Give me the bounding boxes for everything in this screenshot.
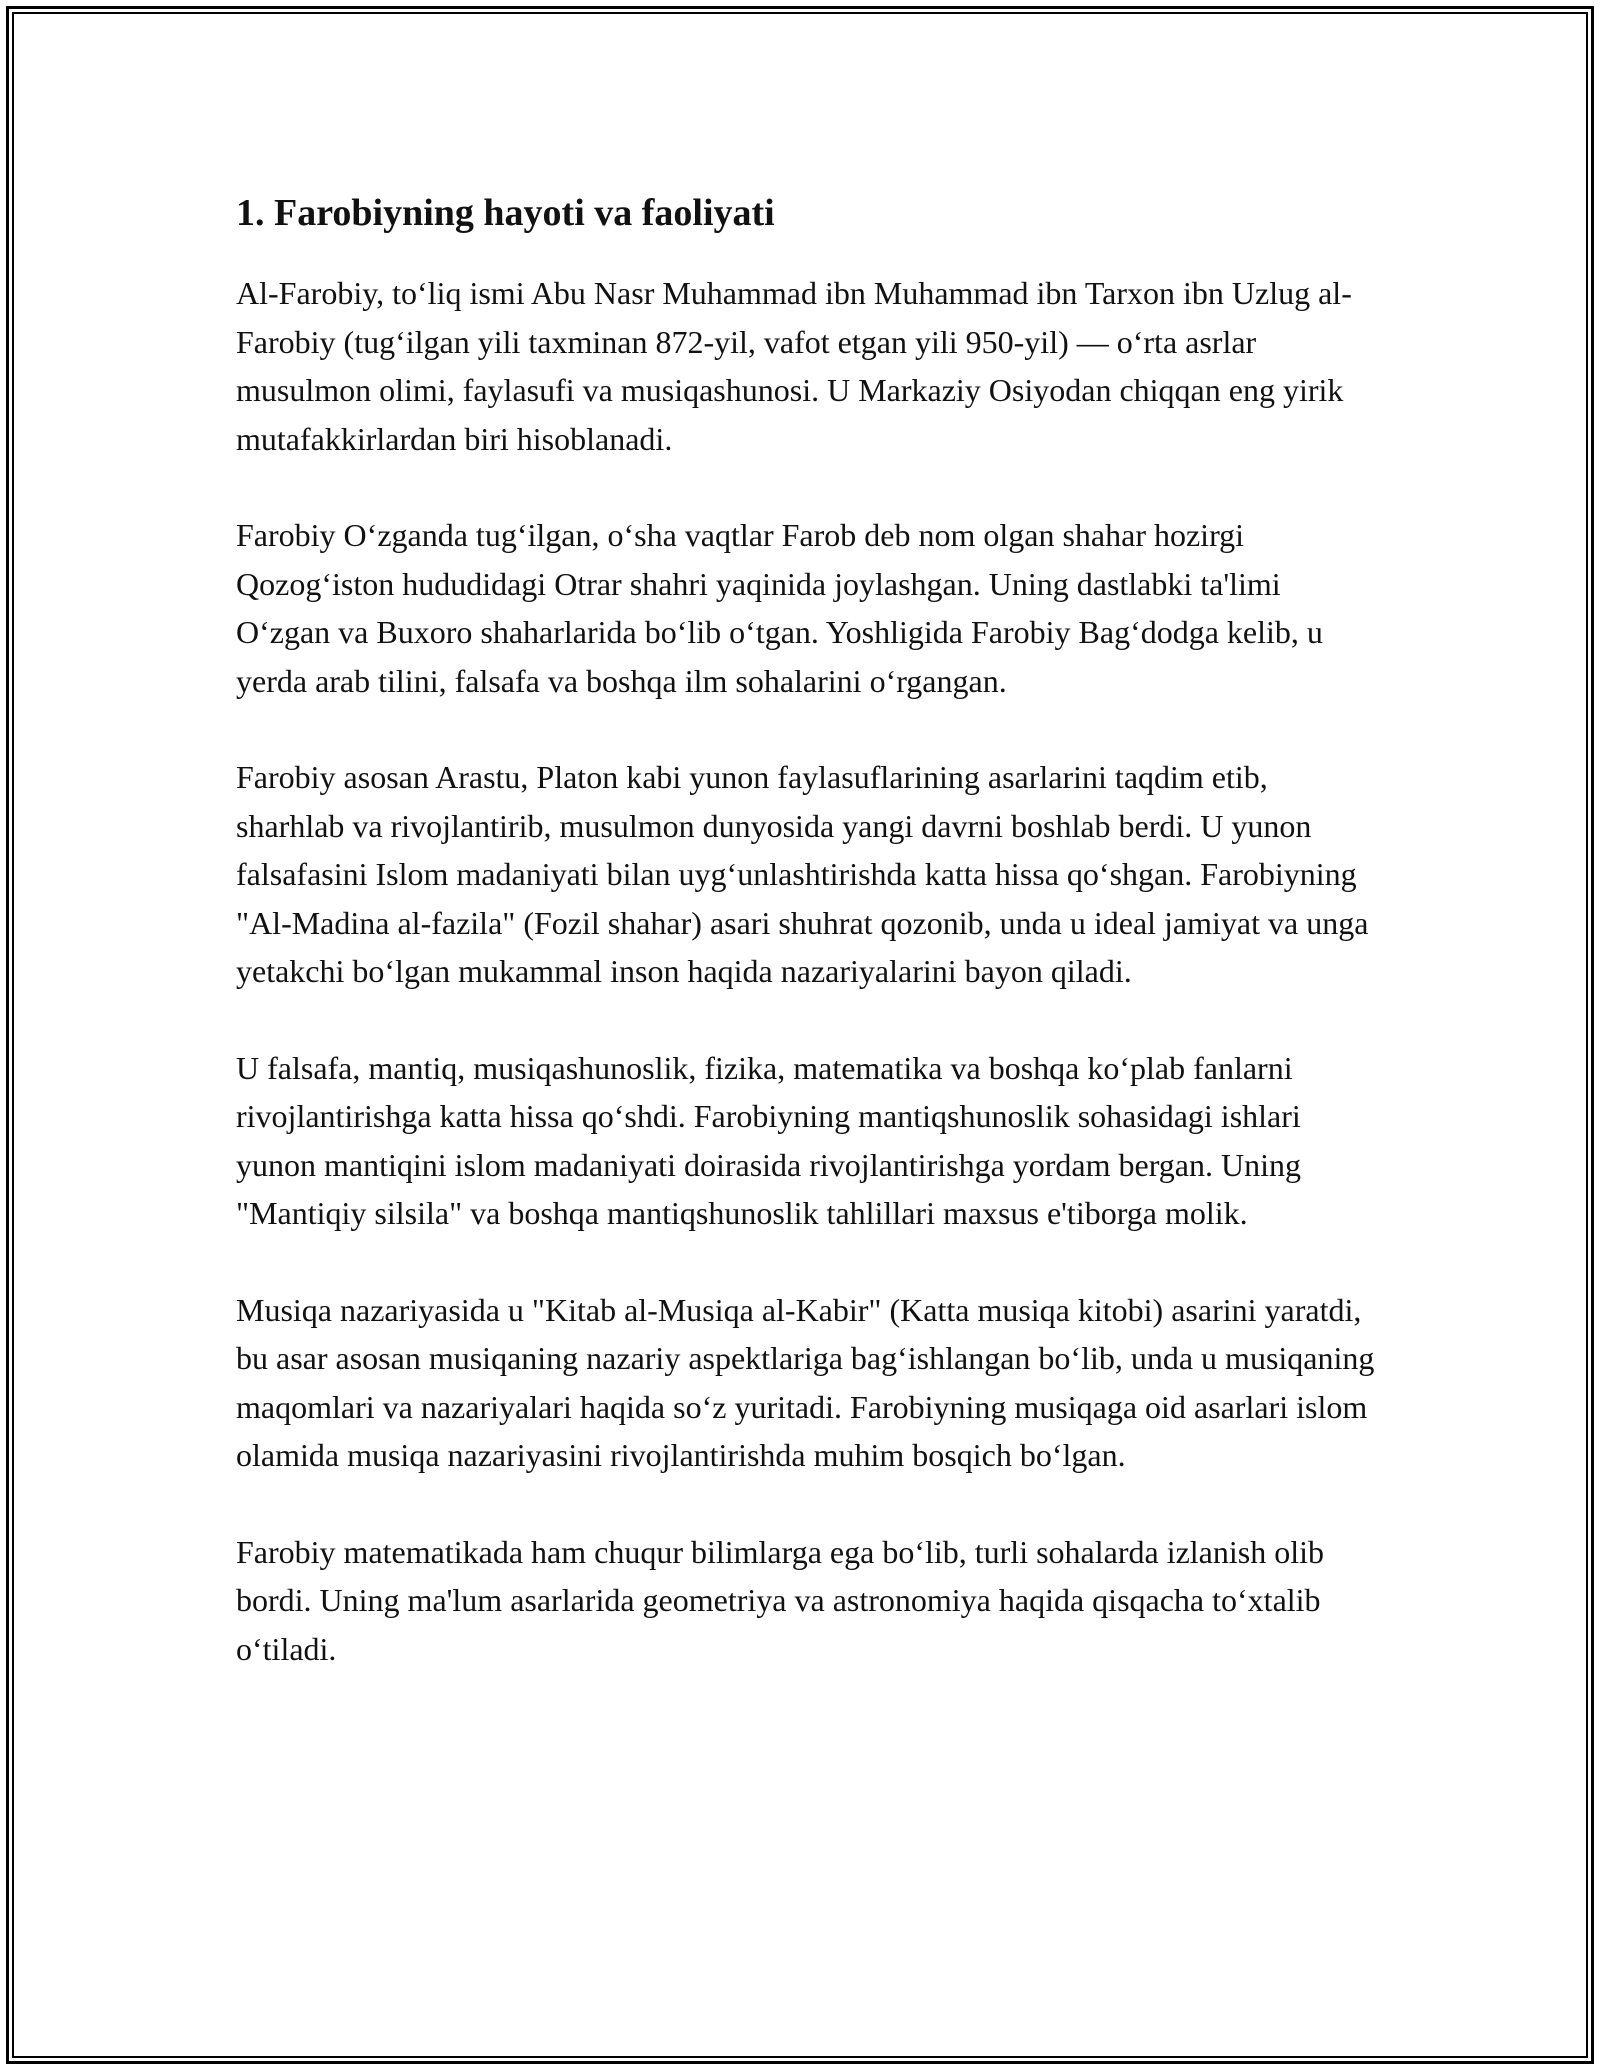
paragraph-mathematics: Farobiy matematikada ham chuqur bilimlarga ega bo‘lib, turli sohalarda izlanish olib bordi. Uning ma'lum asarlarida geometriya va astronomiya haqida qisqacha to‘xtalib o‘tiladi.: [236, 1533, 1324, 1667]
paragraph-early-life: Farobiy O‘zganda tug‘ilgan, o‘sha vaqtlar Farob deb nom olgan shahar hozirgi Qozog‘iston hududidagi Otrar shahri yaqinida joylashgan. Uning dastlabki ta'limi O‘zgan va Buxoro shaharlarida bo‘lib o‘tgan. Yoshligida Farobiy Bag‘dodga kelib, u yerda arab tilini, falsafa va boshqa ilm sohalarini o‘rgangan.: [236, 517, 1323, 699]
paragraph-music-theory: Musiqa nazariyasida u "Kitab al-Musiqa al-Kabir" (Katta musiqa kitobi) asarini yaratdi, bu asar asosan musiqaning nazariy aspektlariga bag‘ishlangan bo‘lib, unda u musiqaning maqomlari va nazariyalari haqida so‘z yuritadi. Farobiyning musiqaga oid asarlari islom olamida musiqa nazariyasini rivojlantirishda muhim bosqich bo‘lgan.: [236, 1291, 1375, 1473]
paragraph-philosophy: Farobiy asosan Arastu, Platon kabi yunon faylasuflarining asarlarini taqdim etib, sharhlab va rivojlantirib, musulmon dunyosida yangi davrni boshlab berdi. U yunon falsafasini Islom madaniyati bilan uyg‘unlashtirishda katta hissa qo‘shgan. Farobiyning "Al-Madina al-fazila" (Fozil shahar) asari shuhrat qozonib, unda u ideal jamiyat va unga yetakchi bo‘lgan mukammal inson haqida nazariyalarini bayon qiladi.: [236, 759, 1369, 989]
document-body: [236, 185, 1378, 1673]
paragraph-sciences-logic: U falsafa, mantiq, musiqashunoslik, fizika, matematika va boshqa ko‘plab fanlarni rivojlantirishga katta hissa qo‘shdi. Farobiyning mantiqshunoslik sohasidagi ishlari yunon mantiqini islom madaniyati doirasida rivojlantirishga yordam bergan. Uning "Mantiqiy silsila" va boshqa mantiqshunoslik tahlillari maxsus e'tiborga molik.: [236, 1049, 1301, 1231]
section-heading: 1. Farobiyning hayoti va faoliyati: [236, 192, 775, 234]
paragraph-introduction: Al-Farobiy, to‘liq ismi Abu Nasr Muhammad ibn Muhammad ibn Tarxon ibn Uzlug al-Farobiy (tug‘ilgan yili taxminan 872-yil, vafot etgan yili 950-yil) — o‘rta asrlar musulmon olimi, faylasufi va musiqashunosi. U Markaziy Osiyodan chiqqan eng yirik mutafakkirlardan biri hisoblanadi.: [236, 275, 1352, 457]
